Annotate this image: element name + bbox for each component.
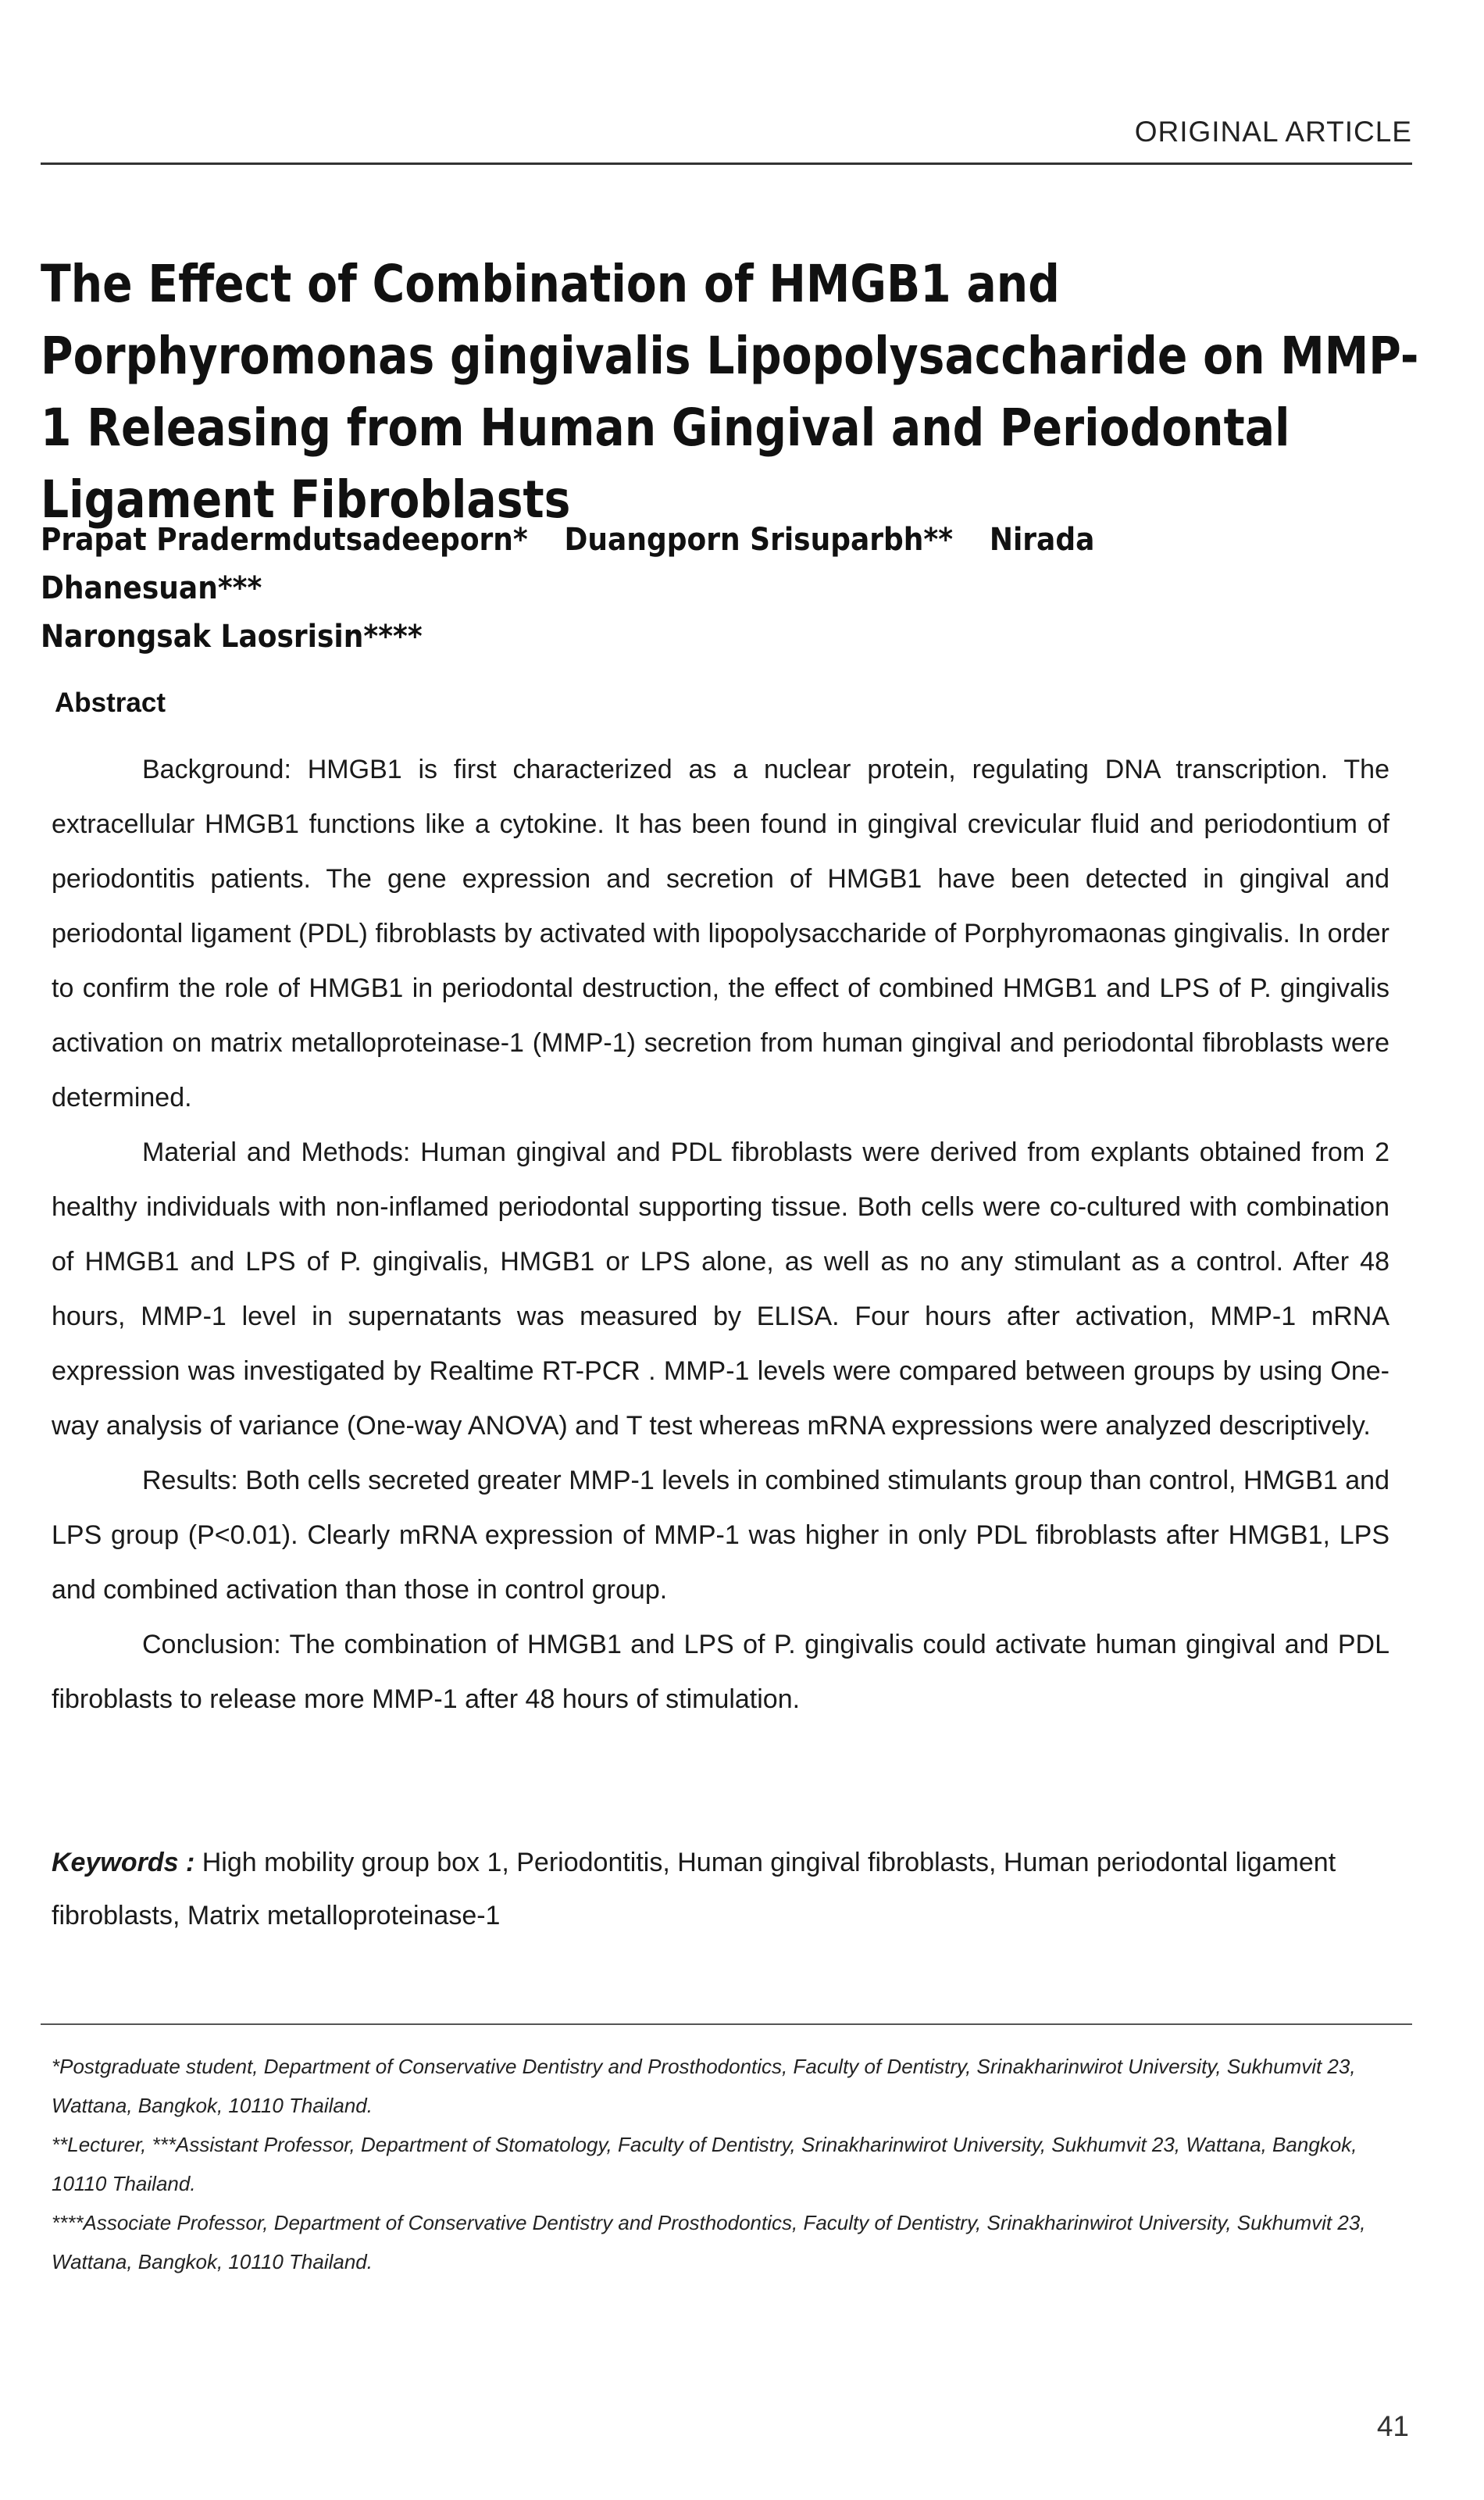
footnote: ****Associate Professor, Department of Conservative Dentistry and Prosthodontics, Faculty of Dentistry, Srinakharinwirot University, Sukhumvit 23, Wattana, Bangkok, 10110 Thailand. [52,2211,1366,2273]
abstract-results: Results: Both cells secreted greater MMP-1 levels in combined stimulants group than control, HMGB1 and LPS group (P<0.01). Clearly mRNA expression of MMP-1 was higher in only PDL fibroblasts after HMGB1, LPS and combined activation than those in control group. [52,1466,1389,1605]
abstract-body [52,742,1389,1727]
author-name: Prapat Pradermdutsadeeporn* [41,522,528,558]
abstract-heading: Abstract [55,688,166,718]
abstract-conclusion: Conclusion: The combination of HMGB1 and LPS of P. gingivalis could activate human gingival and PDL fibroblasts to release more MMP-1 after 48 hours of stimulation. [52,1630,1389,1714]
article-type-label: ORIGINAL ARTICLE [1134,116,1412,148]
author-name: Narongsak Laosrisin**** [41,619,423,655]
page-number: 41 [1376,2410,1409,2442]
author-name: Duangporn Srisuparbh** [564,522,954,558]
affiliation-footnotes [52,2047,1379,2281]
keywords-section [52,1836,1389,1942]
header-divider [41,162,1412,165]
author-list [41,516,1340,661]
keywords-text: High mobility group box 1, Periodontitis, Human gingival fibroblasts, Human periodontal ligament fibroblasts, Matrix metalloproteinase-1 [52,1848,1336,1930]
abstract-background: Background: HMGB1 is first characterized as a nuclear protein, regulating DNA transcription. The extracellular HMGB1 functions like a cytokine. It has been found in gingival crevicular fluid and periodontium of periodontitis patients. The gene expression and secretion of HMGB1 have been detected in gingival and periodontal ligament (PDL) fibroblasts by activated with lipopolysaccharide of Porphyromaonas gingivalis. In order to confirm the role of HMGB1 in periodontal destruction, the effect of combined HMGB1 and LPS of P. gingivalis activation on matrix metalloproteinase-1 (MMP-1) secretion from human gingival and periodontal fibroblasts were determined. [52,755,1389,1112]
abstract-methods: Material and Methods: Human gingival and PDL fibroblasts were derived from explants obtained from 2 healthy individuals with non-inflamed periodontal supporting tissue. Both cells were co-cultured with combination of HMGB1 and LPS of P. gingivalis, HMGB1 or LPS alone, as well as no any stimulant as a control. After 48 hours, MMP-1 level in supernatants was measured by ELISA. Four hours after activation, MMP-1 mRNA expression was investigated by Realtime RT-PCR . MMP-1 levels were compared between groups by using One-way analysis of variance (One-way ANOVA) and T test whereas mRNA expressions were analyzed descriptively. [52,1138,1389,1441]
article-title: The Effect of Combination of HMGB1 and Porphyromonas gingivalis Lipopolysaccharide on MMP-1 Releasing from Human Gingival and Periodontal Ligament Fibroblasts [41,254,1419,530]
footnote: **Lecturer, ***Assistant Professor, Department of Stomatology, Faculty of Dentistry, Srinakharinwirot University, Sukhumvit 23, Wattana, Bangkok, 10110 Thailand. [52,2133,1357,2195]
footnote: *Postgraduate student, Department of Conservative Dentistry and Prosthodontics, Faculty of Dentistry, Srinakharinwirot University, Sukhumvit 23, Wattana, Bangkok, 10110 Thailand. [52,2055,1356,2117]
footnote-divider [41,2023,1412,2025]
keywords-label: Keywords : [52,1848,195,1877]
author-name: Nirada Dhanesuan*** [41,522,1095,606]
